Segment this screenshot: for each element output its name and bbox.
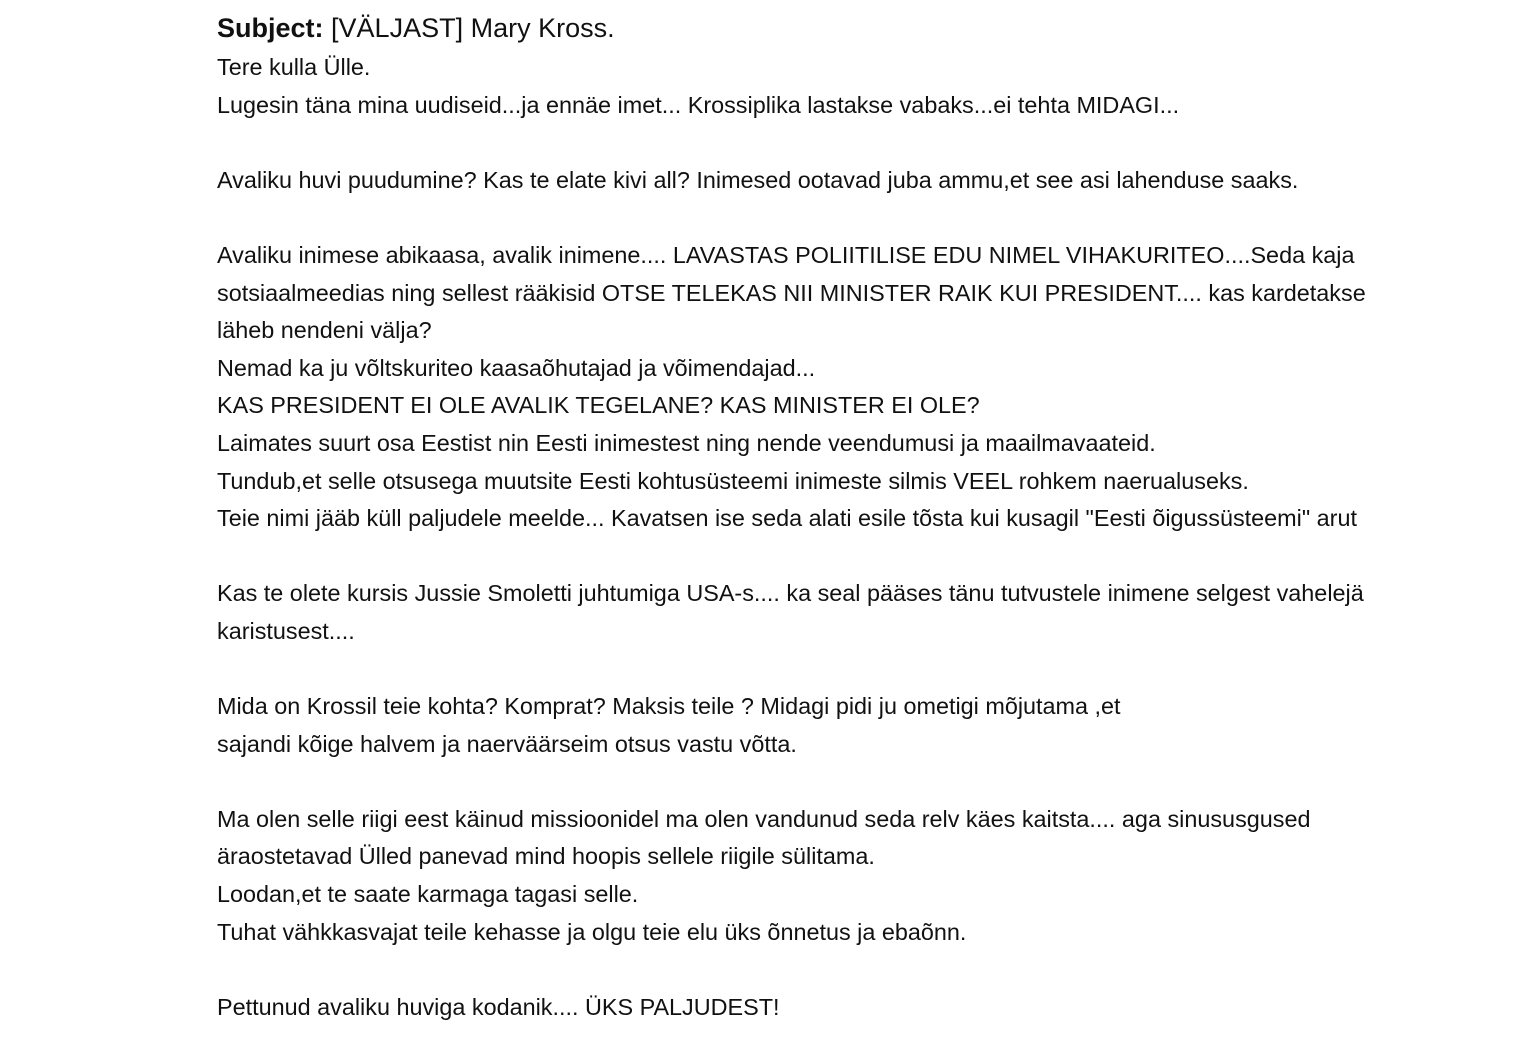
body-line-blank [217, 538, 1466, 576]
body-line-blank [217, 199, 1466, 237]
body-line: äraostetavad Ülled panevad mind hoopis sellele riigile sülitama. [217, 843, 875, 870]
body-line: Laimates suurt osa Eestist nin Eesti inimestest ning nende veendumusi ja maailmavaateid. [217, 429, 1156, 456]
body-line: Mida on Krossil teie kohta? Komprat? Maksis teile ? Midagi pidi ju ometigi mõjutama ,et [217, 693, 1121, 720]
body-line-blank [217, 651, 1466, 689]
body-line: läheb nendeni välja? [217, 317, 432, 344]
body-line: Avaliku huvi puudumine? Kas te elate kivi all? Inimesed ootavad juba ammu,et see asi lahenduse saaks. [217, 166, 1299, 193]
body-line: sotsiaalmeedias ning sellest rääkisid OTSE TELEKAS NII MINISTER RAIK KUI PRESIDENT.... kas kardetakse [217, 279, 1366, 306]
email-subject [217, 10, 1466, 46]
body-line: Nemad ka ju võltskuriteo kaasaõhutajad ja võimendajad... [217, 354, 816, 381]
body-line-blank [217, 951, 1466, 989]
body-line: Kas te olete kursis Jussie Smoletti juhtumiga USA-s.... ka seal pääses tänu tutvustele inimene selgest vahelejä [217, 580, 1364, 607]
body-line: Lugesin täna mina uudiseid...ja ennäe imet... Krossiplika lastakse vabaks...ei tehta MIDAGI... [217, 91, 1180, 118]
email-body [217, 49, 1466, 1026]
email-message [217, 10, 1466, 1026]
body-line: Ma olen selle riigi eest käinud missioonidel ma olen vandunud seda relv käes kaitsta.... aga sinususgused [217, 805, 1311, 832]
body-line: Teie nimi jääb küll paljudele meelde... Kavatsen ise seda alati esile tõsta kui kusagil "Eesti õigussüsteemi" arut [217, 505, 1357, 532]
body-line: Loodan,et te saate karmaga tagasi selle. [217, 881, 639, 908]
subject-label: Subject: [217, 13, 324, 43]
body-line: KAS PRESIDENT EI OLE AVALIK TEGELANE? KAS MINISTER EI OLE? [217, 392, 980, 419]
body-line-blank [217, 763, 1466, 801]
body-line: Tuhat vähkkasvajat teile kehasse ja olgu teie elu üks õnnetus ja ebaõnn. [217, 918, 967, 945]
body-line: sajandi kõige halvem ja naerväärseim otsus vastu võtta. [217, 730, 797, 757]
email-signature: Pettunud avaliku huviga kodanik.... ÜKS PALJUDEST! [217, 993, 780, 1020]
body-line: Avaliku inimese abikaasa, avalik inimene.... LAVASTAS POLIITILISE EDU NIMEL VIHAKURITEO....Seda kaja [217, 241, 1355, 268]
body-line: karistusest.... [217, 617, 355, 644]
body-line: Tere kulla Ülle. [217, 54, 371, 80]
body-line-blank [217, 124, 1466, 162]
body-line: Tundub,et selle otsusega muutsite Eesti kohtusüsteemi inimeste silmis VEEL rohkem naerualuseks. [217, 467, 1249, 494]
subject-value: [VÄLJAST] Mary Kross. [331, 13, 615, 43]
